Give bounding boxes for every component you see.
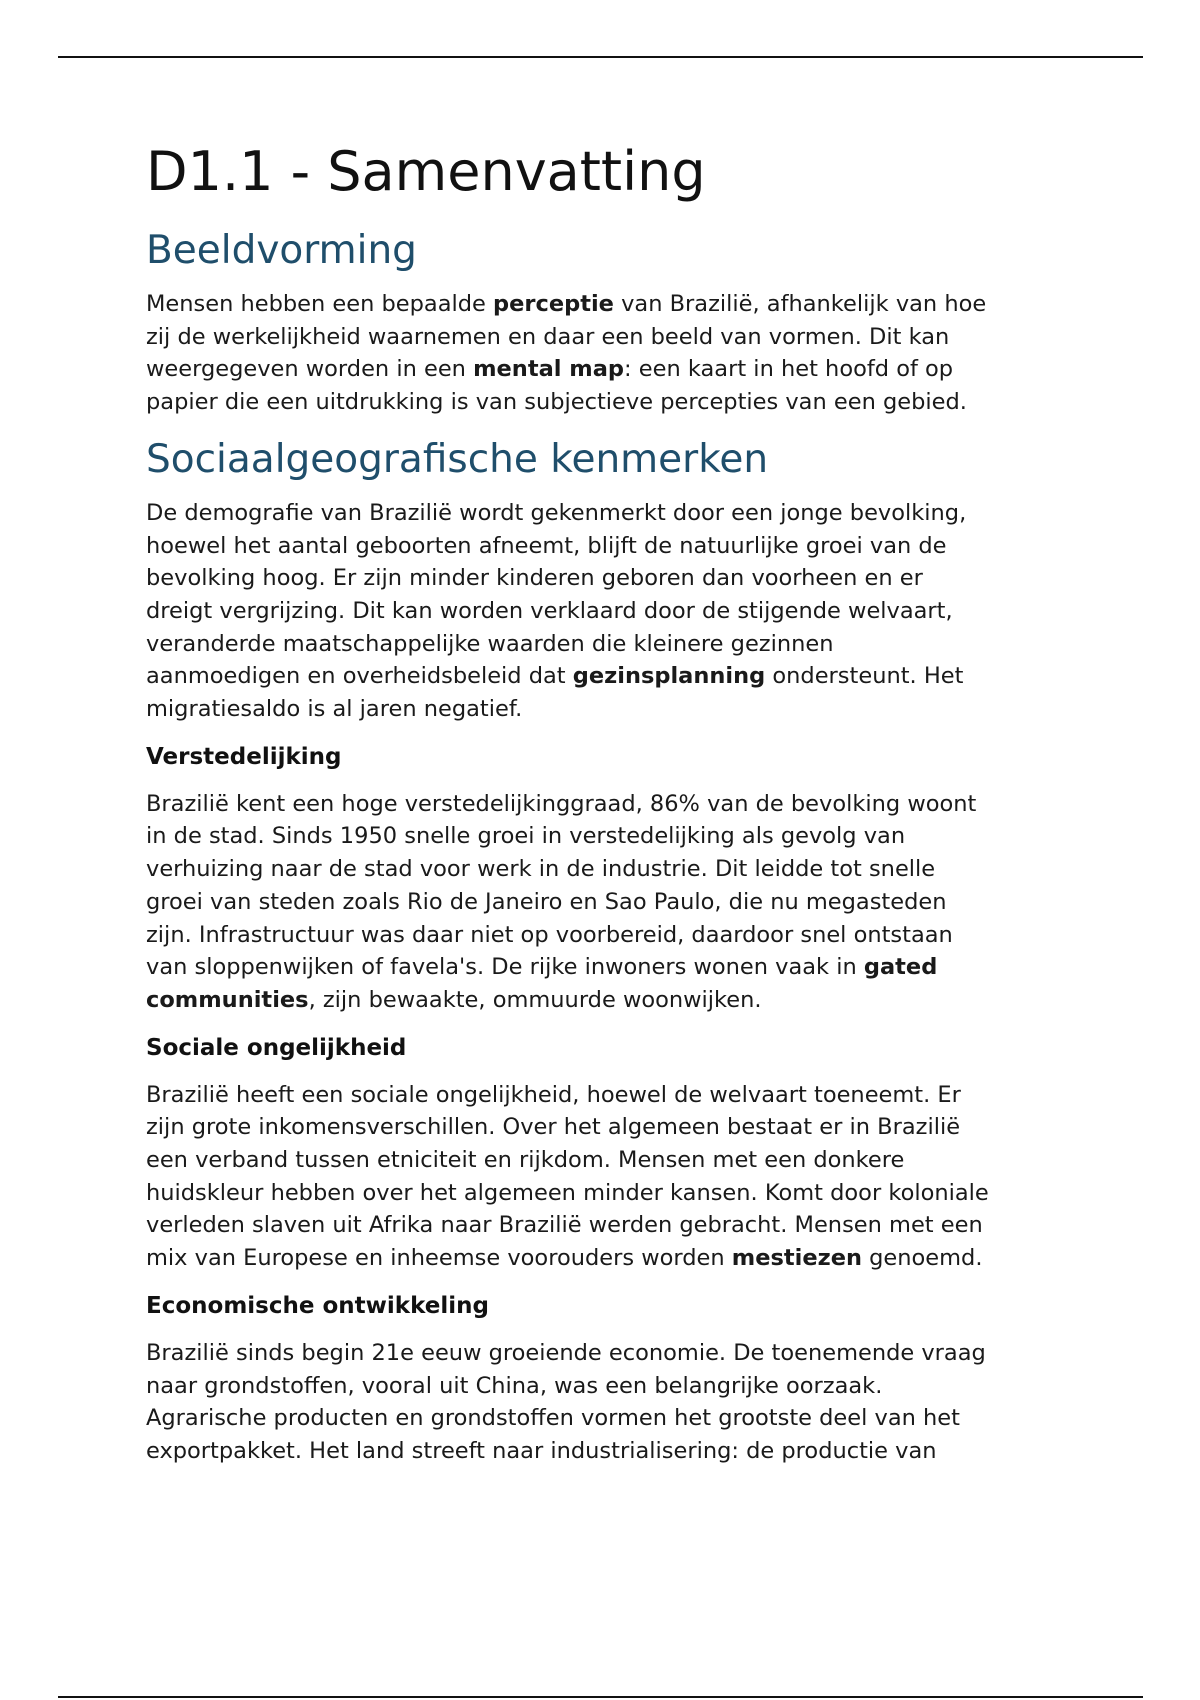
bottom-rule [58,1696,1143,1698]
paragraph-sociale-ongelijkheid: Brazilië heeft een sociale ongelijkheid, hoewel de welvaart toeneemt. Er zijn grote inkomensverschillen. Over het algemeen bestaat er in Brazilië een verband tussen etniciteit en rijkdom. Mensen met een donkere huidskleur hebben over het algemeen minder kansen. Komt door koloniale verleden slaven uit Afrika naar Brazilië werden gebracht. Mensen met een mix van Europese en inheemse voorouders worden mestiezen genoemd. [146,1081,989,1272]
page-title: D1.1 - Samenvatting [146,140,706,203]
paragraph-demografie: De demografie van Brazilië wordt gekenmerkt door een jonge bevolking, hoewel het aantal geboorten afneemt, blijft de natuurlijke groei van de bevolking hoog. Er zijn minder kinderen geboren dan voorheen en er dreigt vergrijzing. Dit kan worden verklaard door de stijgende welvaart, veranderde maatschappelijke waarden die kleinere gezinnen aanmoedigen en overheidsbeleid dat gezinsplanning ondersteunt. Het migratiesaldo is al jaren negatief. [146,499,967,723]
subheading-sociale-ongelijkheid: Sociale ongelijkheid [146,1034,407,1061]
term-gezinsplanning: gezinsplanning [572,663,766,690]
paragraph-beeldvorming: Mensen hebben een bepaalde perceptie van Brazilië, afhankelijk van hoe zij de werkelijkheid waarnemen en daar een beeld van vormen. Dit kan weergegeven worden in een mental map: een kaart in het hoofd of op papier die een uitdrukking is van subjectieve percepties van een gebied. [146,291,987,416]
heading-sociaalgeografische-kenmerken: Sociaalgeografische kenmerken [146,436,769,482]
document-body [146,140,1066,1484]
top-rule [58,56,1143,58]
subheading-verstedelijking: Verstedelijking [146,743,342,770]
term-mestiezen: mestiezen [731,1245,862,1272]
heading-beeldvorming: Beeldvorming [146,228,417,273]
paragraph-verstedelijking: Brazilië kent een hoge verstedelijkinggraad, 86% van de bevolking woont in de stad. Sinds 1950 snelle groei in verstedelijking als gevolg van verhuizing naar de stad voor werk in de industrie. Dit leidde tot snelle groei van steden zoals Rio de Janeiro en Sao Paulo, die nu megasteden zijn. Infrastructuur was daar niet op voorbereid, daardoor snel ontstaan van sloppenwijken of favela's. De rijke inwoners wonen vaak in gated communities, zijn bewaakte, ommuurde woonwijken. [146,790,977,1013]
subheading-economische-ontwikkeling: Economische ontwikkeling [146,1292,489,1319]
term-perceptie: perceptie [493,291,614,317]
term-gated-communities: gated communities [146,954,938,1013]
paragraph-economische-ontwikkeling: Brazilië sinds begin 21e eeuw groeiende economie. De toenemende vraag naar grondstoffen, vooral uit China, was een belangrijke oorzaak. Agrarische producten en grondstoffen vormen het grootste deel van het exportpakket. Het land streeft naar industrialisering: de productie van [146,1339,986,1464]
term-mental-map: mental map [473,356,625,383]
